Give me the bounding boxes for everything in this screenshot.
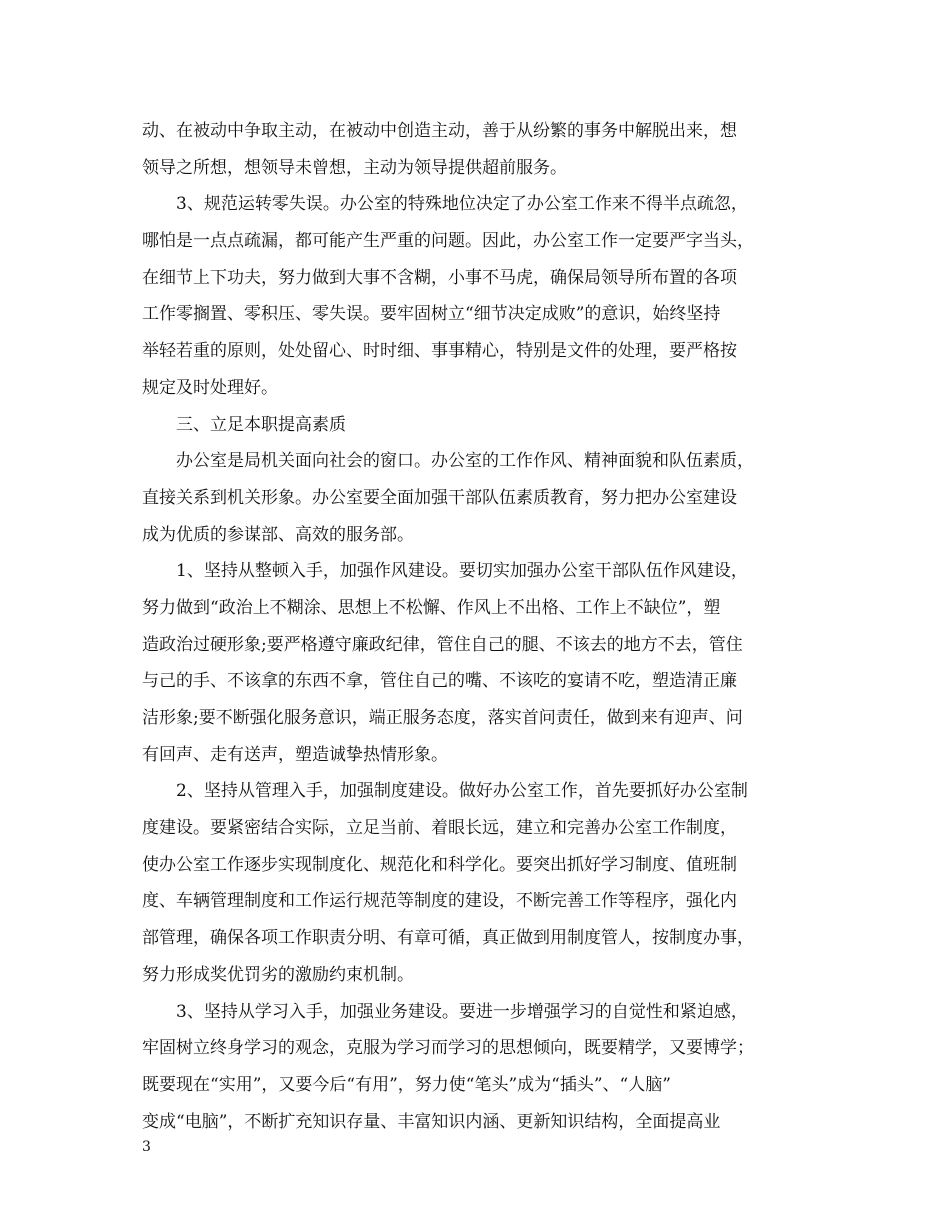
text-line: 1、坚持从整顿入手，加强作风建设。要切实加强办公室干部队伍作风建设， xyxy=(176,561,748,582)
text-line: 工作零搁置、零积压、零失误。要牢固树立“细节决定成败”的意识，始终坚持 xyxy=(142,304,721,325)
text-line: 使办公室工作逐步实现制度化、规范化和科学化。要突出抓好学习制度、值班制 xyxy=(142,854,737,875)
text-line: 努力做到“政治上不糊涂、思想上不松懈、作风上不出格、工作上不缺位”，塑 xyxy=(142,597,721,618)
text-line: 努力形成奖优罚劣的激励约束机制。 xyxy=(142,964,414,985)
text-line: 造政治过硬形象;要严格遵守廉政纪律，管住自己的腿、不该去的地方不去，管住 xyxy=(142,634,743,655)
body-text xyxy=(142,113,822,1140)
text-line: 在细节上下功夫，努力做到大事不含糊，小事不马虎，确保局领导所布置的各项 xyxy=(142,267,737,288)
text-line: 度、车辆管理制度和工作运行规范等制度的建设，不断完善工作等程序，强化内 xyxy=(142,891,737,912)
text-line: 有回声、走有送声，塑造诚挚热情形象。 xyxy=(142,744,448,765)
text-line: 直接关系到机关形象。办公室要全面加强干部队伍素质教育，努力把办公室建设 xyxy=(142,487,737,508)
text-line: 哪怕是一点点疏漏，都可能产生严重的问题。因此，办公室工作一定要严字当头， xyxy=(142,231,754,252)
text-line: 领导之所想，想领导未曾想，主动为领导提供超前服务。 xyxy=(142,157,567,178)
text-line: 办公室是局机关面向社会的窗口。办公室的工作作风、精神面貌和队伍素质， xyxy=(176,451,754,472)
text-line: 度建设。要紧密结合实际，立足当前、着眼长远，建立和完善办公室工作制度， xyxy=(142,818,737,839)
text-line: 既要现在“实用”，又要今后“有用”，努力使“笔头”成为“插头”、“人脑” xyxy=(142,1074,671,1095)
text-line: 部管理，确保各项工作职责分明、有章可循，真正做到用制度管人，按制度办事， xyxy=(142,928,754,949)
text-line: 与己的手、不该拿的东西不拿，管住自己的嘴、不该吃的宴请不吃，塑造清正廉 xyxy=(142,671,737,692)
text-line: 动、在被动中争取主动，在被动中创造主动，善于从纷繁的事务中解脱出来，想 xyxy=(142,121,737,141)
text-line: 3、规范运转零失误。办公室的特殊地位决定了办公室工作来不得半点疏忽， xyxy=(176,194,748,215)
section-heading: 三、立足本职提高素质 xyxy=(176,414,346,435)
text-line: 举轻若重的原则，处处留心、时时细、事事精心，特别是文件的处理，要严格按 xyxy=(142,341,737,362)
text-line: 变成“电脑”，不断扩充知识存量、丰富知识内涵、更新知识结构，全面提高业 xyxy=(142,1111,721,1132)
page-number: 3 xyxy=(142,1139,151,1155)
text-line: 规定及时处理好。 xyxy=(142,377,278,398)
text-line: 牢固树立终身学习的观念，克服为学习而学习的思想倾向，既要精学，又要博学； xyxy=(142,1038,754,1059)
text-line: 洁形象;要不断强化服务意识，端正服务态度，落实首问责任，做到来有迎声、问 xyxy=(142,708,743,728)
text-line: 成为优质的参谋部、高效的服务部。 xyxy=(142,524,414,545)
text-line: 2、坚持从管理入手，加强制度建设。做好办公室工作，首先要抓好办公室制 xyxy=(176,781,748,802)
text-line: 3、坚持从学习入手，加强业务建设。要进一步增强学习的自觉性和紧迫感， xyxy=(176,1001,748,1022)
